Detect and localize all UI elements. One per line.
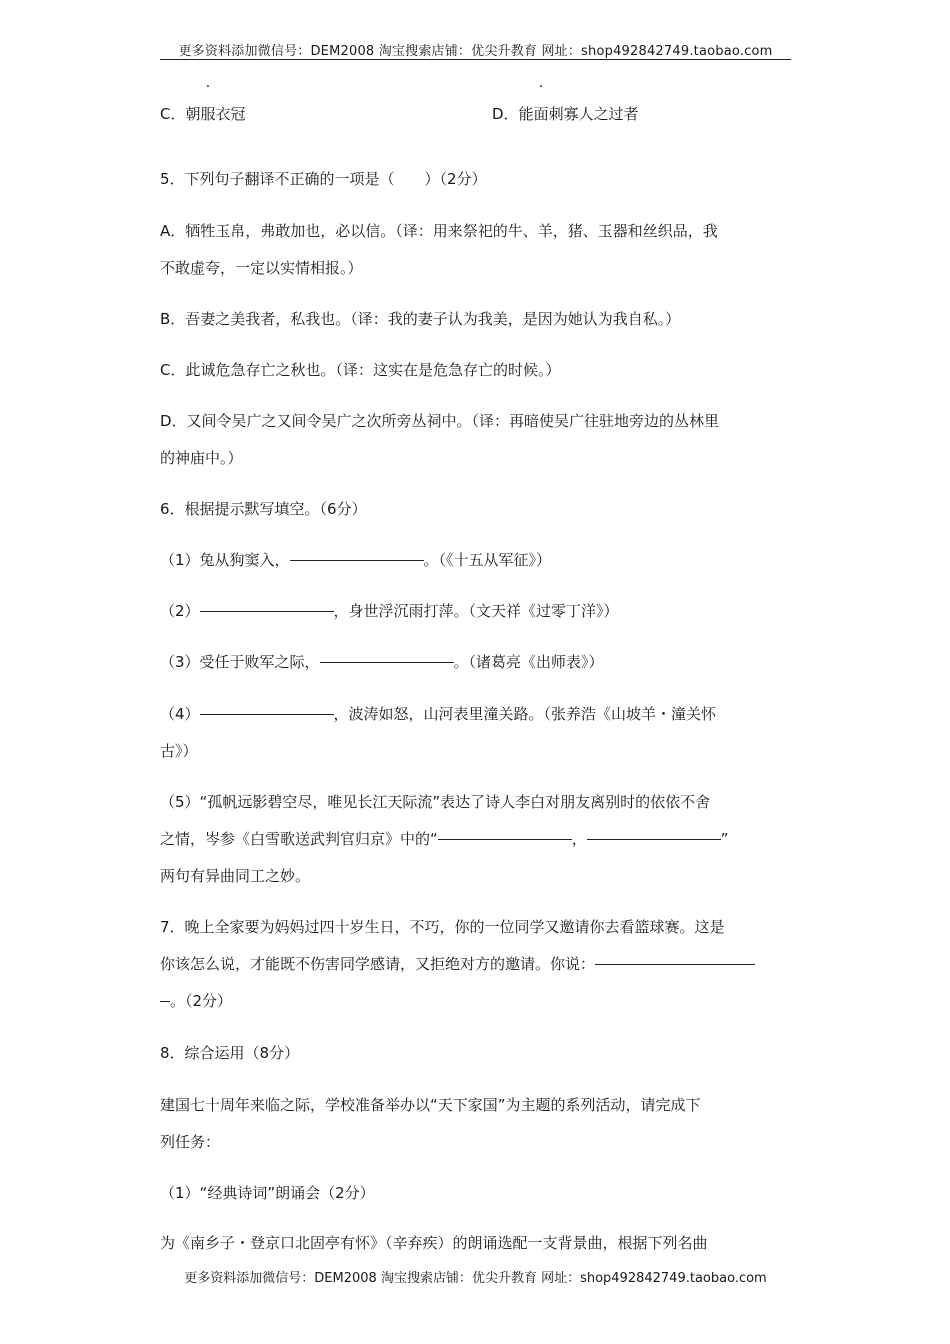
q6-item-4: （4） ，波涛如怒，山河表里潼关路。（张养浩《山坡羊・潼关怀 bbox=[160, 705, 717, 723]
answer-blank[interactable] bbox=[320, 662, 454, 663]
q5-option-c: C．此诚危急存亡之秋也。（译：这实在是危急存亡的时候。） bbox=[160, 361, 561, 379]
answer-blank[interactable] bbox=[200, 714, 334, 715]
header-divider bbox=[160, 59, 791, 60]
q7-line2: 你该怎么说，才能既不伤害同学感请，又拒绝对方的邀请。你说： bbox=[160, 946, 791, 983]
q4-option-d: D．能面刺寡人之过者 bbox=[492, 96, 639, 133]
q6-item-2: （2） ，身世浮沉雨打萍。（文天祥《过零丁洋》） bbox=[160, 602, 619, 620]
q5-option-a-line2: 不敢虚夸，一定以实情相报。） bbox=[160, 259, 363, 277]
emphasis-dot-char: 服 bbox=[200, 105, 216, 123]
answer-blank[interactable] bbox=[200, 611, 334, 612]
q6-item-5-line3: 两句有异曲同工之妙。 bbox=[160, 867, 311, 885]
q6-stem: 6．根据提示默写填空。（6分） bbox=[160, 500, 367, 518]
q5-option-d-line1: D．又间令吴广之又间令吴广之次所旁丛祠中。（译：再暗使吴广往驻地旁边的丛林里 bbox=[160, 412, 720, 430]
q6-item-5-line1: （5）“孤帆远影碧空尽，唯见长江天际流”表达了诗人李白对朋友离别时的依依不舍 bbox=[160, 793, 711, 811]
q7-line3: 。（2分） bbox=[160, 983, 791, 1020]
page-header: 更多资料添加微信号：DEM2008 淘宝搜索店铺：优尖升教育 网址：shop492842749.taobao.com bbox=[178, 44, 773, 59]
q8-sub1-text: 为《南乡子・登京口北固亭有怀》（辛弃疾）的朗诵选配一支背景曲，根据下列名曲 bbox=[160, 1234, 708, 1252]
answer-blank[interactable] bbox=[595, 964, 755, 965]
q8-sub1-title: （1）“经典诗词”朗诵会（2分） bbox=[160, 1184, 375, 1202]
q5-option-b: B．吾妻之美我者，私我也。（译：我的妻子认为我美，是因为她认为我自私。） bbox=[160, 310, 681, 328]
q7-line1: 7．晚上全家要为妈妈过四十岁生日，不巧，你的一位同学又邀请你去看篮球赛。这是 bbox=[160, 918, 725, 936]
q5-stem: 5．下列句子翻译不正确的一项是（ ）（2分） bbox=[160, 170, 487, 188]
answer-blank[interactable] bbox=[290, 560, 424, 561]
q8-intro-line2: 列任务： bbox=[160, 1133, 221, 1151]
q5-option-d-line2: 的神庙中。） bbox=[160, 449, 243, 467]
answer-blank[interactable] bbox=[160, 1001, 170, 1002]
emphasis-dot-char: 面 bbox=[533, 105, 549, 123]
q6-item-3: （3）受任于败军之际， 。（诸葛亮《出师表》） bbox=[160, 653, 604, 671]
answer-blank[interactable] bbox=[438, 839, 572, 840]
q6-item-4-line2: 古》） bbox=[160, 742, 198, 760]
answer-blank[interactable] bbox=[587, 839, 721, 840]
q6-item-5-line2: 之情，岑参《白雪歌送武判官归京》中的“ ， ” bbox=[160, 830, 729, 848]
q8-intro-line1: 建国七十周年来临之际，学校准备举办以“天下家国”为主题的系列活动，请完成下 bbox=[160, 1096, 701, 1114]
page-footer: 更多资料添加微信号：DEM2008 淘宝搜索店铺：优尖升教育 网址：shop492842749.taobao.com bbox=[184, 1271, 767, 1286]
q5-option-a-line1: A．牺牲玉帛，弗敢加也，必以信。（译：用来祭祀的牛、羊，猪、玉器和丝织品，我 bbox=[160, 222, 718, 240]
q8-stem: 8．综合运用（8分） bbox=[160, 1044, 300, 1062]
q4-option-c: C．朝服衣冠 bbox=[160, 96, 791, 133]
q6-item-1: （1）兔从狗窦入， 。（《十五从军征》） bbox=[160, 551, 552, 569]
